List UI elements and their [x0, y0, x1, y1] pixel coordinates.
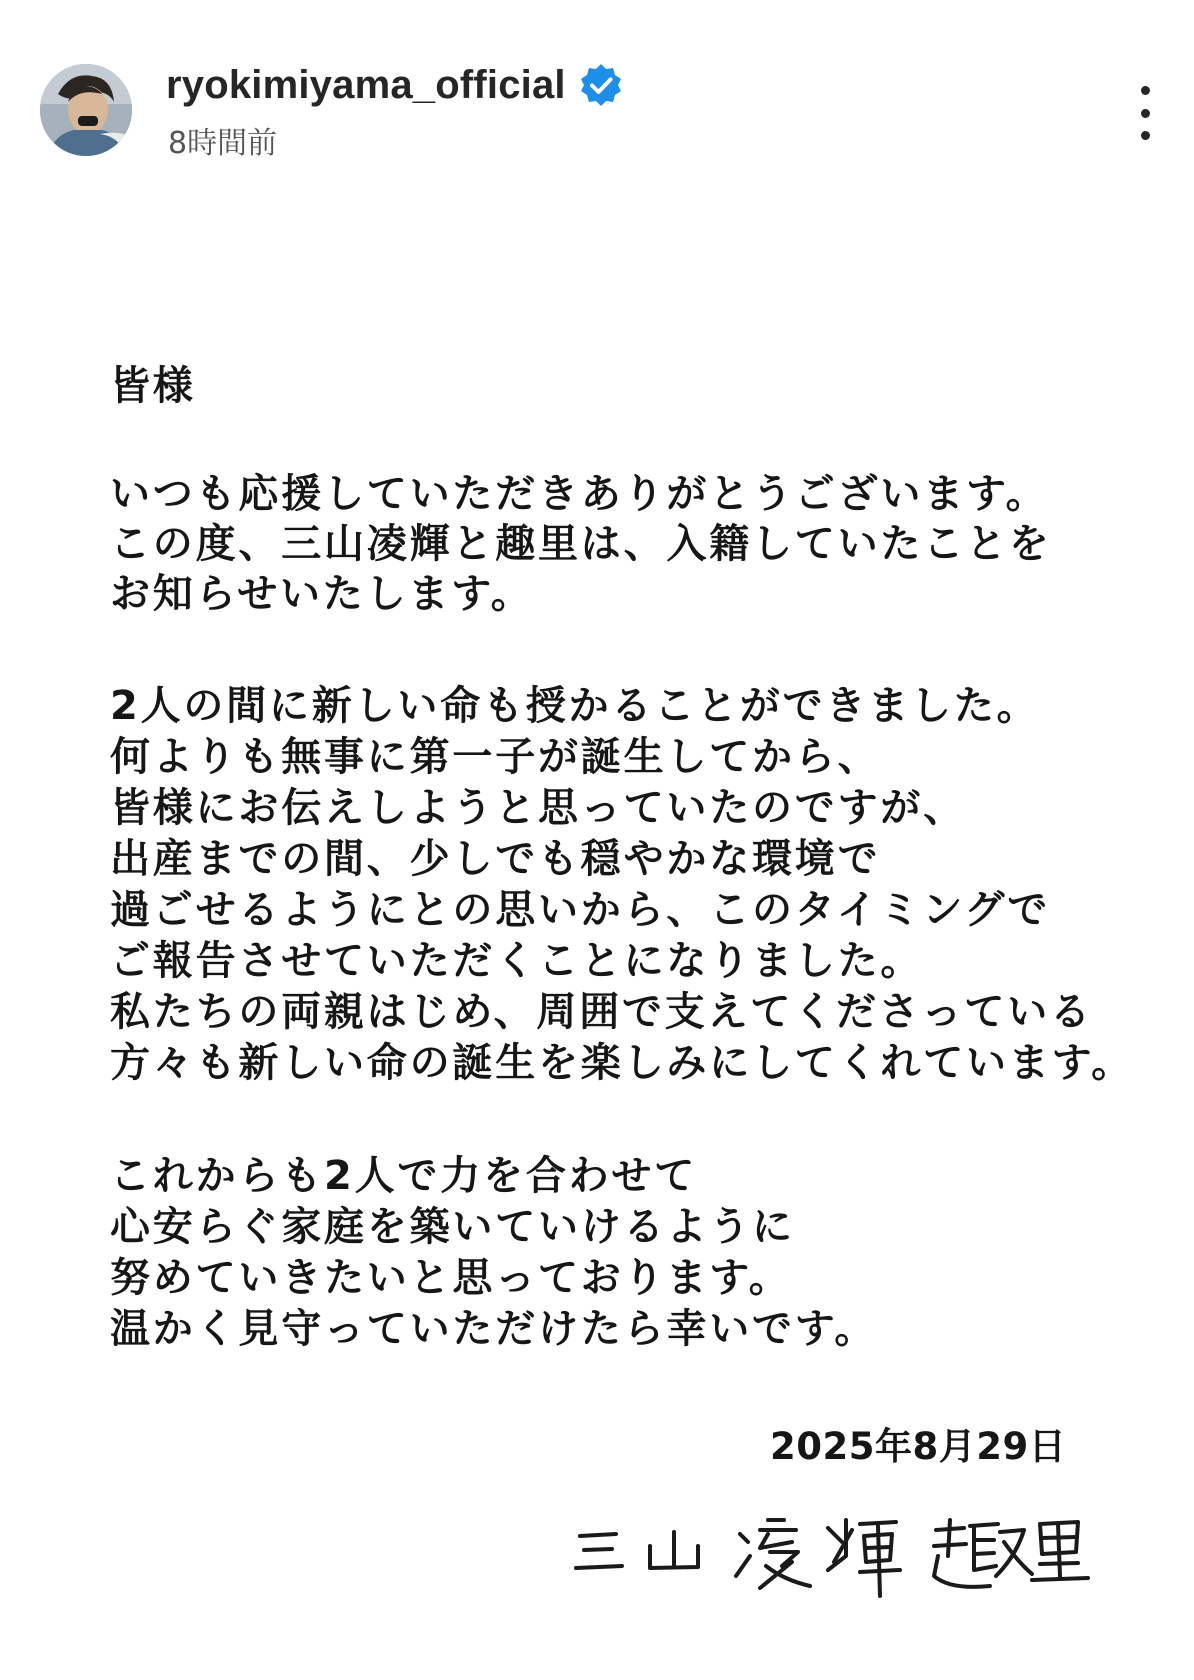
letter-line: ご報告させていただくことになりました。 [110, 938, 924, 984]
letter-line: 努めていきたいと思っております。 [110, 1255, 792, 1301]
letter-date: 2025年8月29日 [770, 1425, 1067, 1468]
handwritten-signature [570, 1490, 1090, 1600]
more-dot [1141, 109, 1150, 118]
username-row [166, 60, 624, 110]
post-timestamp: 8時間前 [168, 126, 278, 161]
more-dot [1141, 86, 1150, 95]
letter-line: お知らせいたします。 [110, 571, 534, 617]
letter-line: いつも応援していただきありがとうございます。 [110, 471, 1049, 517]
letter-line: 私たちの両親はじめ、周囲で支えてくださっている [110, 989, 1093, 1035]
letter-line: 何よりも無事に第一子が誕生してから、 [110, 734, 881, 780]
letter-line: この度、三山凌輝と趣里は、入籍していたことを [110, 521, 1052, 567]
username[interactable]: ryokimiyama_official [166, 62, 566, 107]
letter-line: 心安らぐ家庭を築いていけるように [110, 1204, 795, 1250]
letter-line: これからも2人で力を合わせて [110, 1153, 698, 1199]
letter-line: 皆様にお伝えしようと思っていたのですが、 [110, 785, 966, 831]
profile-avatar[interactable] [40, 64, 132, 156]
post-header [0, 0, 1194, 170]
letter-line: 温かく見守っていただけたら幸いです。 [110, 1306, 878, 1352]
avatar-photo [40, 64, 132, 156]
verified-badge-icon [578, 62, 624, 108]
letter-line: 出産までの間、少しでも穏やかな環境で [110, 836, 881, 882]
letter-greeting: 皆様 [110, 363, 196, 409]
letter-line: 過ごせるようにとの思いから、このタイミングで [110, 887, 1050, 933]
more-dot [1141, 131, 1150, 140]
letter-line: 2人の間に新しい命も授かることができました。 [110, 683, 1040, 729]
more-options-icon[interactable] [1130, 86, 1160, 140]
letter-line: 方々も新しい命の誕生を楽しみにしてくれています。 [110, 1040, 1134, 1086]
